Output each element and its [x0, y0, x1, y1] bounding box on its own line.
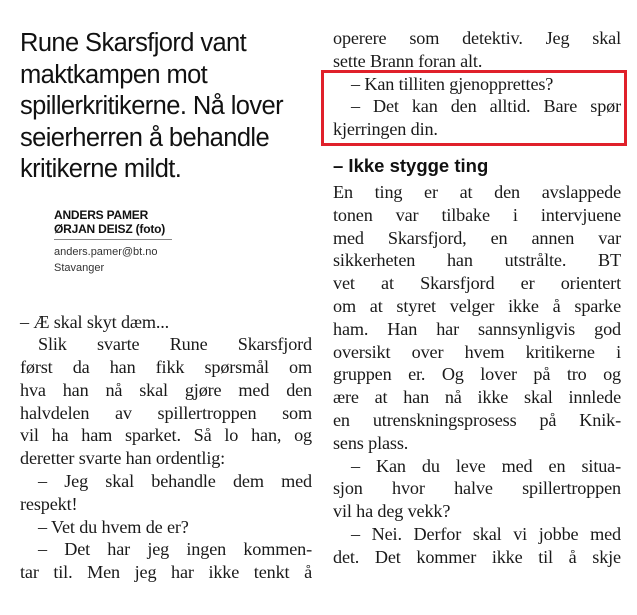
right-column — [333, 27, 621, 569]
headline-line: spillerkritikerne. Nå lover — [20, 92, 283, 120]
left-body-text — [20, 311, 312, 585]
text-line: sens plass. — [333, 432, 409, 453]
byline-divider — [54, 239, 172, 240]
text-line: tar til. Men jeg har ikke tenkt å — [20, 562, 312, 583]
photographer-name: ØRJAN DEISZ (foto) — [54, 221, 166, 236]
text-line: En ting er at den avslappede — [333, 181, 621, 202]
text-line: – Jeg skal behandle dem med — [38, 471, 312, 492]
text-line: gruppen er. Og lover på tro og — [333, 364, 621, 385]
text-line: operere som detektiv. Jeg skal — [333, 28, 621, 48]
text-line: med Skarsfjord, en annen var — [333, 227, 621, 248]
text-line: tonen var tilbake i intervjuene — [333, 204, 621, 225]
right-top-text — [333, 27, 621, 73]
text-line: halvdelen av spillertroppen som — [20, 402, 312, 423]
headline-line: Rune Skarsfjord vant — [20, 29, 247, 57]
text-line: – Kan du leve med en situa- — [351, 455, 621, 476]
text-line: – Vet du hvem de er? — [38, 516, 189, 537]
author-name: ANDERS PAMER — [54, 207, 149, 222]
headline-line: maktkampen mot — [20, 60, 208, 89]
headline-line: seierherren å behandle — [20, 123, 270, 152]
author-email[interactable]: anders.pamer@bt.no — [54, 245, 158, 258]
byline — [54, 208, 312, 276]
text-line: – Æ skal skyt dæm... — [20, 311, 170, 332]
text-line: – Kan tilliten gjenopprettes? — [351, 73, 554, 94]
text-line: – Det kan den alltid. Bare spør — [351, 96, 621, 117]
text-line: respekt! — [20, 493, 78, 514]
headline-line: kritikerne mildt. — [20, 155, 182, 183]
text-line: vil ha deg vekk? — [333, 501, 451, 522]
text-line: det. Det kommer ikke til å skje — [333, 546, 621, 567]
right-body-text — [333, 181, 621, 569]
text-line: en utrenskningsprosess på Knik- — [333, 409, 621, 430]
text-line: vet at Skarsfjord er orientert — [333, 273, 621, 294]
left-column — [20, 28, 312, 584]
highlighted-quote — [333, 73, 621, 141]
text-line: deretter svarte han ordentlig: — [20, 448, 226, 469]
text-line: om at styret velger ikke å sparke — [333, 295, 621, 316]
text-line: – Nei. Derfor skal vi jobbe med — [351, 523, 621, 544]
dateline-location: Stavanger — [54, 261, 105, 274]
text-line: ham. Han har sannsynligvis god — [333, 318, 621, 339]
text-line: først da han fikk spørsmål om — [20, 357, 312, 378]
text-line: – Det har jeg ingen kommen- — [38, 539, 312, 560]
text-line: sjon hvor halve spillertroppen — [333, 478, 621, 499]
text-line: ære at han nå ikke skal innlede — [333, 387, 621, 408]
text-line: sikkerheten han utstrålte. BT — [333, 250, 621, 271]
text-line: kjerringen din. — [333, 119, 438, 140]
text-line: vil ha ham sparket. Så lo han, og — [20, 425, 312, 446]
subheading: – Ikke stygge ting — [333, 154, 489, 176]
text-line: hva han nå skal gjøre med den — [20, 379, 312, 400]
headline — [20, 28, 312, 186]
text-line: sette Brann foran alt. — [333, 50, 483, 71]
text-line: Slik svarte Rune Skarsfjord — [38, 334, 312, 355]
text-line: oversikt over hvem kritikerne i — [333, 341, 621, 362]
